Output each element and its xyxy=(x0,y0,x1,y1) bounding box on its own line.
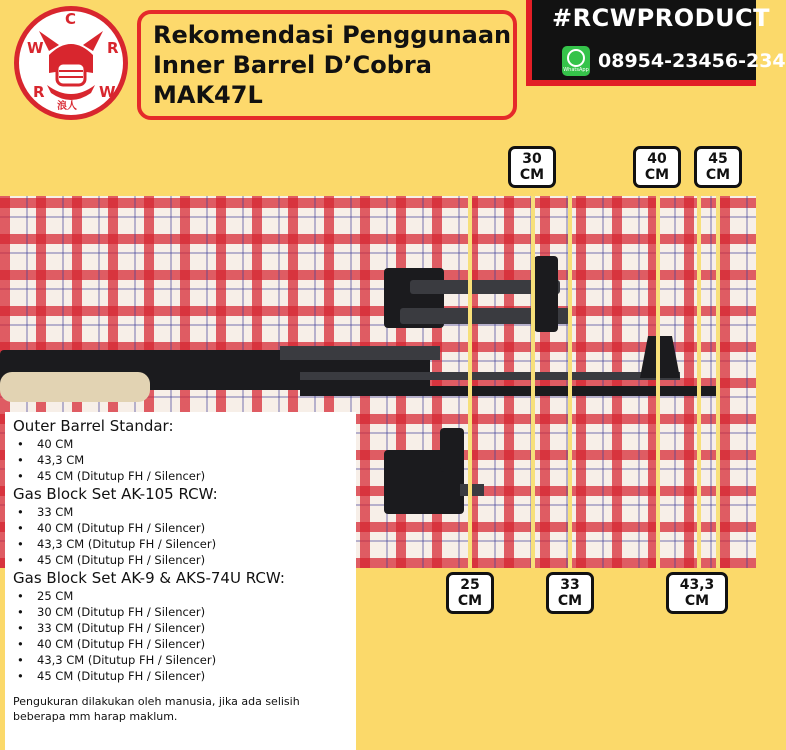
badge-40cm-label: 40 CM xyxy=(644,151,670,183)
rifle-gas-tube xyxy=(300,372,680,380)
measure-line-40cm xyxy=(656,196,660,568)
phone-number: 08954-23456-234 xyxy=(598,50,786,72)
ak105-list xyxy=(13,504,348,568)
badge-33cm xyxy=(546,572,594,614)
badge-40cm xyxy=(633,146,681,188)
list-item: • 33 CM xyxy=(13,504,348,520)
ak9-list xyxy=(13,588,348,684)
outer-barrel-list xyxy=(13,436,348,484)
badge-45cm xyxy=(694,146,742,188)
list-item: • 40 CM (Ditutup FH / Silencer) xyxy=(13,520,348,536)
badge-33cm-label: 33 CM xyxy=(557,577,583,609)
section-title-outer-barrel: Outer Barrel Standar: xyxy=(13,417,174,435)
badge-43-3cm-label: 43,3 CM xyxy=(679,577,715,609)
rcw-logo xyxy=(14,6,128,120)
gas-block-ak105-sight xyxy=(534,256,558,332)
logo-letter-r-bottom: R xyxy=(33,83,45,101)
title-line-1: Rekomendasi Penggunaan xyxy=(153,21,512,49)
measurement-disclaimer: Pengukuran dilakukan oleh manusia, jika ada selisih beberapa mm harap maklum. xyxy=(13,695,300,723)
section-title-ak105: Gas Block Set AK-105 RCW: xyxy=(13,485,218,503)
title-line-3: MAK47L xyxy=(153,81,263,109)
section-title-ak9: Gas Block Set AK-9 & AKS-74U RCW: xyxy=(13,569,285,587)
whatsapp-label: WhatsApp xyxy=(563,67,589,73)
badge-30cm xyxy=(508,146,556,188)
rifle-handguard xyxy=(0,372,150,402)
list-item: • 43,3 CM (Ditutup FH / Silencer) xyxy=(13,536,348,552)
badge-25cm-label: 25 CM xyxy=(457,577,483,609)
badge-45cm-label: 45 CM xyxy=(705,151,731,183)
list-item: • 43,3 CM xyxy=(13,452,348,468)
measure-line-25cm xyxy=(468,196,472,568)
rifle-front-sight xyxy=(640,336,680,378)
measure-line-43-3cm xyxy=(697,196,701,568)
badge-25cm xyxy=(446,572,494,614)
whatsapp-icon xyxy=(562,46,590,76)
measure-line-45cm xyxy=(716,196,720,568)
list-item: • 40 CM (Ditutup FH / Silencer) xyxy=(13,636,348,652)
list-item: • 40 CM xyxy=(13,436,348,452)
logo-letter-w-bottom: W xyxy=(99,83,116,101)
logo-letter-c: C xyxy=(65,10,77,28)
logo-kanji: 浪人 xyxy=(57,101,77,112)
recommendation-list xyxy=(5,412,356,750)
title-box xyxy=(137,10,517,120)
list-item: • 45 CM (Ditutup FH / Silencer) xyxy=(13,668,348,684)
list-item: • 25 CM xyxy=(13,588,348,604)
hashtag: #RCWPRODUCT xyxy=(552,4,771,32)
badge-43-3cm xyxy=(666,572,728,614)
measure-line-33cm xyxy=(568,196,572,568)
rifle-upper-rail xyxy=(280,346,440,360)
title-line-2: Inner Barrel D’Cobra xyxy=(153,51,432,79)
measure-line-30cm xyxy=(531,196,535,568)
logo-letter-w: W xyxy=(27,39,44,57)
gas-block-ak9-sight xyxy=(440,428,464,472)
list-item: • 30 CM (Ditutup FH / Silencer) xyxy=(13,604,348,620)
list-item: • 43,3 CM (Ditutup FH / Silencer) xyxy=(13,652,348,668)
logo-letter-r: R xyxy=(107,39,119,57)
gas-block-ak9-tube xyxy=(460,484,484,496)
list-item: • 33 CM (Ditutup FH / Silencer) xyxy=(13,620,348,636)
list-item: • 45 CM (Ditutup FH / Silencer) xyxy=(13,468,348,484)
brand-panel xyxy=(526,0,786,86)
badge-30cm-label: 30 CM xyxy=(519,151,545,183)
list-item: • 45 CM (Ditutup FH / Silencer) xyxy=(13,552,348,568)
